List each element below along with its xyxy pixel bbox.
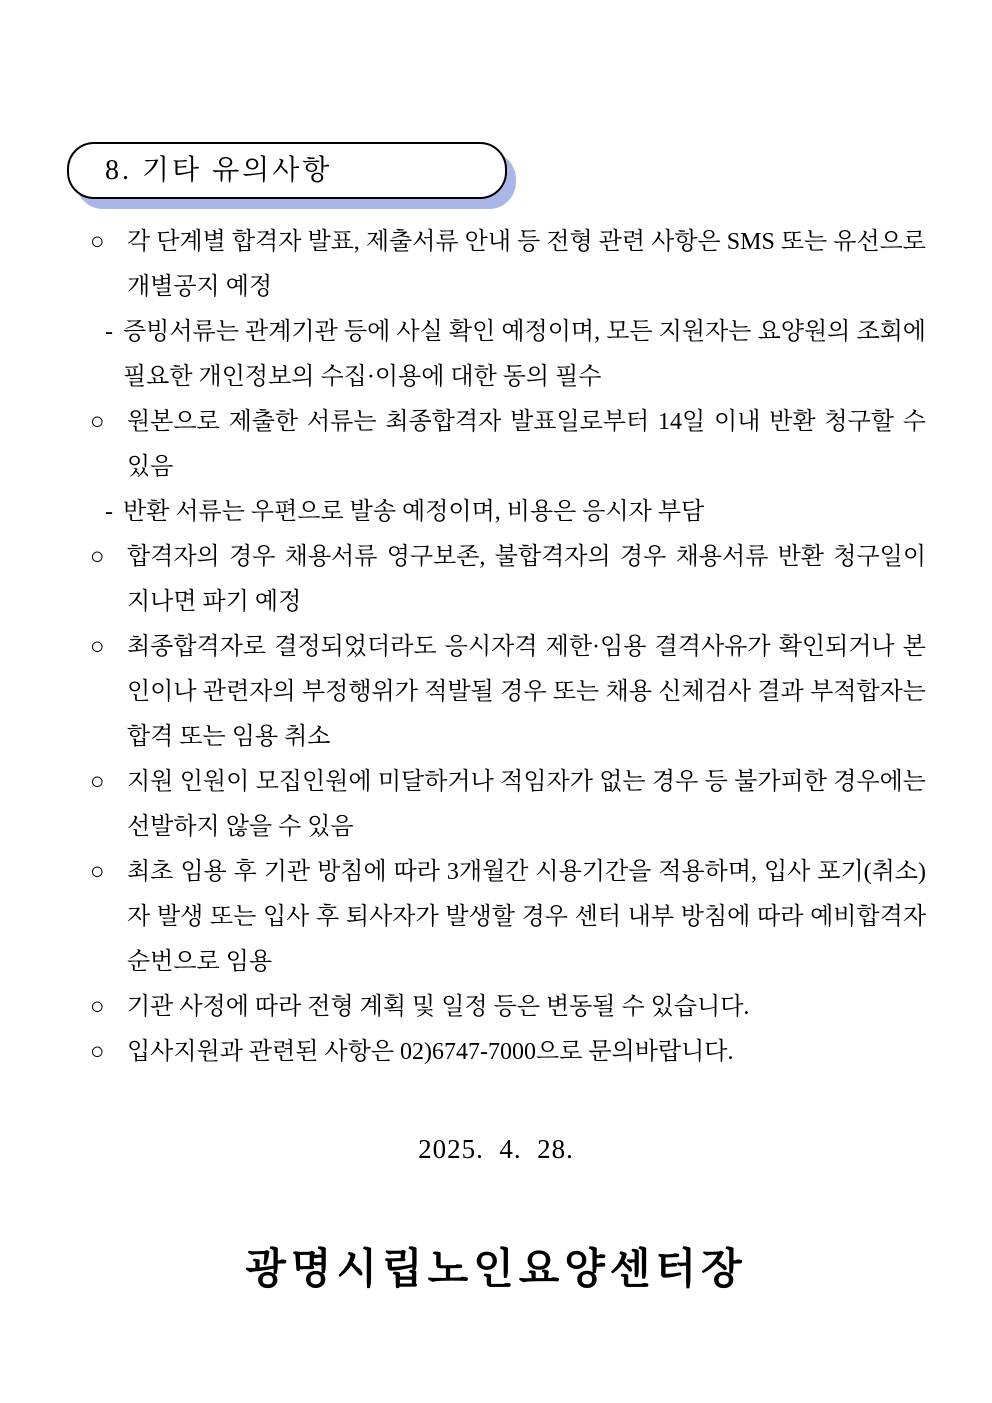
bullet-marker: ○ — [90, 634, 105, 660]
notice-item — [90, 535, 926, 625]
notice-text: 원본으로 제출한 서류는 최종합격자 발표일로부터 14일 이내 반환 청구할 수 있음 — [127, 409, 926, 480]
notice-item — [90, 490, 926, 535]
notice-item — [90, 310, 926, 400]
section-header-box — [67, 142, 507, 199]
notice-item — [90, 400, 926, 490]
notice-text: 각 단계별 합격자 발표, 제출서류 안내 등 전형 관련 사항은 SMS 또는 유선으로 개별공지 예정 — [127, 229, 926, 300]
bullet-marker: ○ — [90, 859, 105, 885]
signature-title: 광명시립노인요양센터장 — [245, 1247, 747, 1293]
notice-item — [90, 985, 926, 1030]
bullet-marker: ○ — [90, 229, 105, 255]
bullet-marker: ○ — [90, 769, 105, 795]
notice-item — [90, 760, 926, 850]
notice-text: 최종합격자로 결정되었더라도 응시자격 제한·임용 결격사유가 확인되거나 본인이나 관련자의 부정행위가 적발될 경우 또는 채용 신체검사 결과 부적합자는 합격 또는 임용 취소 — [127, 634, 926, 750]
notice-item — [90, 220, 926, 310]
dash-marker: - — [105, 499, 113, 525]
notice-item — [90, 625, 926, 760]
dash-marker: - — [105, 319, 113, 345]
notice-text: 최초 임용 후 기관 방침에 따라 3개월간 시용기간을 적용하며, 입사 포기(취소)자 발생 또는 입사 후 퇴사자가 발생할 경우 센터 내부 방침에 따라 예비합격자 순번으로 임용 — [127, 859, 926, 975]
notice-text: 합격자의 경우 채용서류 영구보존, 불합격자의 경우 채용서류 반환 청구일이 지나면 파기 예정 — [127, 544, 926, 615]
notice-text: 지원 인원이 모집인원에 미달하거나 적임자가 없는 경우 등 불가피한 경우에는 선발하지 않을 수 있음 — [127, 769, 926, 840]
section-title: 8. 기타 유의사항 — [105, 155, 333, 186]
notice-item — [90, 850, 926, 985]
bullet-marker: ○ — [90, 544, 105, 570]
bullet-marker: ○ — [90, 1039, 105, 1065]
notice-text: 기관 사정에 따라 전형 계획 및 일정 등은 변동될 수 있습니다. — [127, 994, 750, 1020]
notice-list — [90, 220, 926, 1075]
bullet-marker: ○ — [90, 994, 105, 1020]
notice-text: 반환 서류는 우편으로 발송 예정이며, 비용은 응시자 부담 — [123, 499, 705, 525]
notice-text: 증빙서류는 관계기관 등에 사실 확인 예정이며, 모든 지원자는 요양원의 조회에 필요한 개인정보의 수집·이용에 대한 동의 필수 — [123, 319, 926, 390]
notice-item — [90, 1030, 926, 1075]
document-date: 2025. 4. 28. — [418, 1134, 574, 1164]
bullet-marker: ○ — [90, 409, 105, 435]
notice-text: 입사지원과 관련된 사항은 02)6747-7000으로 문의바랍니다. — [127, 1039, 734, 1065]
